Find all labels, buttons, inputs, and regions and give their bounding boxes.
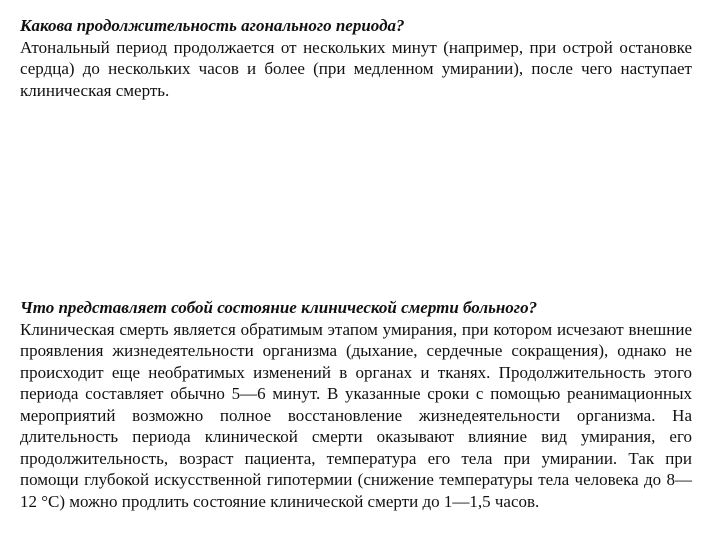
section-paragraph: Атональный период продолжается от нескольких минут (например, при острой остановке сердца) до нескольких часов и более (при медленном умирании), после чего наступает клиническая смерть. — [20, 37, 692, 100]
section-paragraph: Клиническая смерть является обратимым этапом умирания, при котором исчезают внешние проявления жизнедеятельности организма (дыхание, сердечные сокращения), однако не происходит еще необратимых изменений в органах и тканях. Продолжительность этого периода составляет обычно 5—6 минут. В указанные сроки с помощью реанимационных мероприятий возможно полное восстановление жизнедеятельности организма. На длительность периода клинической смерти оказывают влияние вид умирания, его продолжительность, возраст пациента, температура его тела при умирании. Так при помощи глубокой искусственной гипотермии (снижение температуры тела человека до 8—12 °С) можно продлить состояние клинической смерти до 1—1,5 часов. — [20, 319, 692, 511]
section-clinical-death — [20, 297, 692, 512]
section-heading: Какова продолжительность агонального периода? — [20, 16, 405, 35]
section-agonal-period — [20, 15, 692, 101]
section-heading: Что представляет собой состояние клинической смерти больного? — [20, 298, 538, 317]
